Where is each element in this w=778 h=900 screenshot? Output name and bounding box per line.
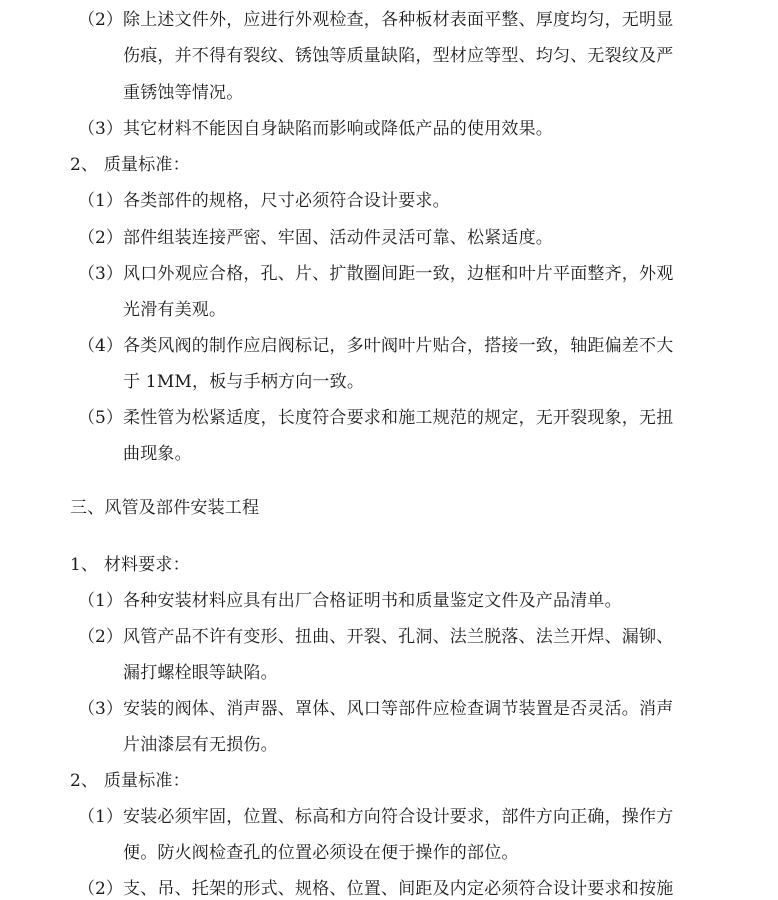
item-number: （1） bbox=[78, 807, 123, 827]
item-text: 便。防火阀检查孔的位置必须设在便于操作的部位。 bbox=[123, 843, 519, 863]
item-number: （1） bbox=[78, 591, 123, 611]
subsection-heading: 2、 质量标准： bbox=[70, 155, 190, 175]
item-number: （2） bbox=[78, 627, 123, 647]
item-text: 柔性管为松紧适度，长度符合要求和施工规范的规定，无开裂现象，无扭 bbox=[123, 408, 674, 428]
item-text: 支、吊、托架的形式、规格、位置、间距及内定必须符合设计要求和按施 bbox=[123, 879, 674, 899]
item-text: 于 1MM，板与手柄方向一致。 bbox=[123, 372, 365, 392]
item-number: （1） bbox=[78, 191, 123, 211]
item-number: （5） bbox=[78, 408, 123, 428]
item-number: （2） bbox=[78, 10, 123, 30]
item-text: 安装的阀体、消声器、罩体、风口等部件应检查调节装置是否灵活。消声 bbox=[123, 699, 674, 719]
item-text: 风管产品不许有变形、扭曲、开裂、孔洞、法兰脱落、法兰开焊、漏铆、 bbox=[123, 627, 674, 647]
item-text: 部件组装连接严密、牢固、活动件灵活可靠、松紧适度。 bbox=[123, 228, 553, 248]
item-text: 伤痕，并不得有裂纹、锈蚀等质量缺陷，型材应等型、均匀、无裂纹及严 bbox=[123, 46, 674, 66]
item-number: （3） bbox=[78, 264, 123, 284]
item-text: 风口外观应合格，孔、片、扩散圈间距一致，边框和叶片平面整齐，外观 bbox=[123, 264, 674, 284]
item-text: 重锈蚀等情况。 bbox=[123, 83, 244, 103]
item-text: 各种安装材料应具有出厂合格证明书和质量鉴定文件及产品清单。 bbox=[123, 591, 622, 611]
item-number: （2） bbox=[78, 879, 123, 899]
item-text: 漏打螺栓眼等缺陷。 bbox=[123, 663, 278, 683]
item-text: 光滑有美观。 bbox=[123, 300, 227, 320]
item-number: （2） bbox=[78, 228, 123, 248]
item-text: 曲现象。 bbox=[123, 444, 192, 464]
item-text: 各类部件的规格，尺寸必须符合设计要求。 bbox=[123, 191, 450, 211]
subsection-heading: 1、 材料要求： bbox=[70, 555, 190, 575]
item-text: 各类风阀的制作应启阀标记，多叶阀叶片贴合，搭接一致，轴距偏差不大 bbox=[123, 336, 674, 356]
item-text: 安装必须牢固，位置、标高和方向符合设计要求，部件方向正确，操作方 bbox=[123, 807, 674, 827]
item-number: （4） bbox=[78, 336, 123, 356]
item-number: （3） bbox=[78, 699, 123, 719]
section-heading: 三、风管及部件安装工程 bbox=[70, 498, 260, 518]
item-text: 除上述文件外，应进行外观检查，各种板材表面平整、厚度均匀，无明显 bbox=[123, 10, 674, 30]
item-number: （3） bbox=[78, 119, 123, 139]
subsection-heading: 2、 质量标准： bbox=[70, 771, 190, 791]
item-text: 片油漆层有无损伤。 bbox=[123, 735, 278, 755]
item-text: 其它材料不能因自身缺陷而影响或降低产品的使用效果。 bbox=[123, 119, 553, 139]
